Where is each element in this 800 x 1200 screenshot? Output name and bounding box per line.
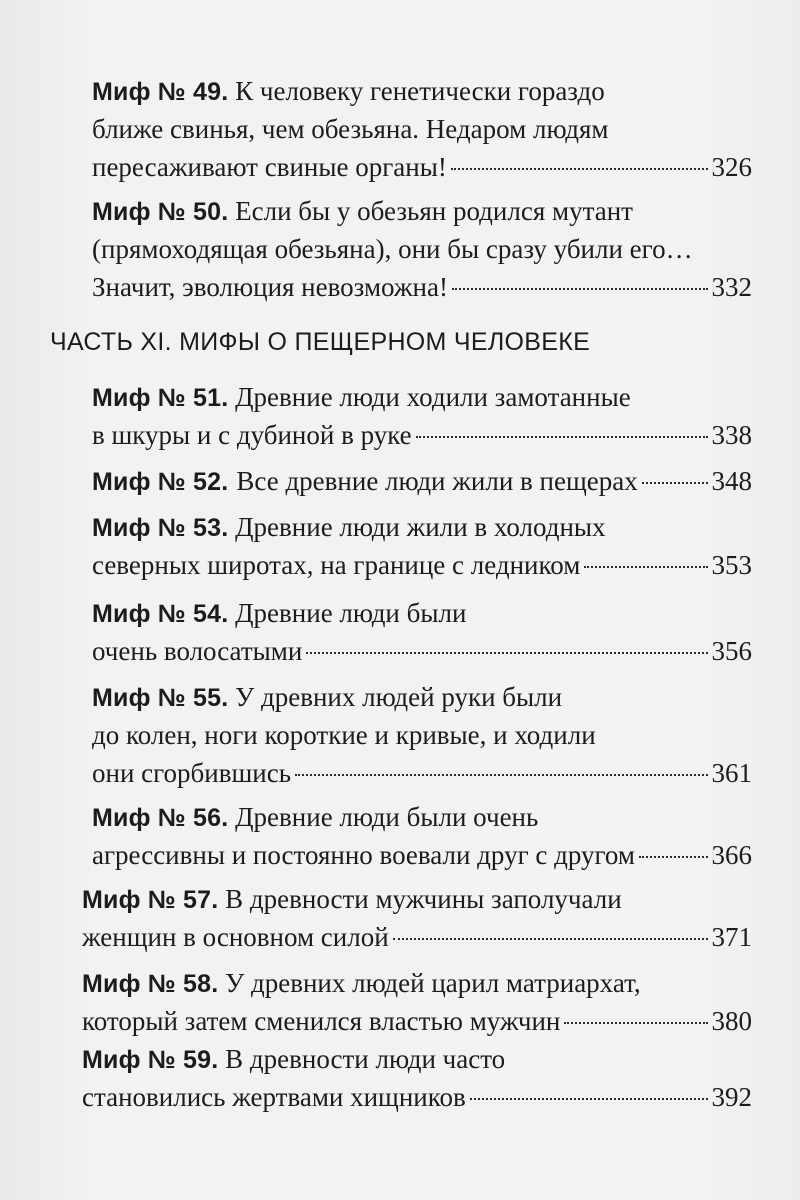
page-number: 371	[711, 922, 752, 952]
myth-number: Миф № 54.	[92, 600, 229, 628]
toc-entry-myth-50[interactable]	[92, 192, 752, 306]
entry-title-line: Древние люди ходили замотанные	[235, 382, 631, 412]
toc-entry-myth-55[interactable]	[92, 678, 752, 792]
toc-entry-myth-54[interactable]	[92, 594, 752, 670]
toc-entry-myth-52[interactable]	[92, 462, 752, 500]
entry-title-line: В древности люди часто	[225, 1044, 506, 1074]
entry-title-line: становились жертвами хищников	[82, 1082, 466, 1112]
page-number: 332	[711, 272, 752, 302]
entry-title-line: Все древние люди жили в пещерах	[236, 466, 638, 496]
entry-title-line: К человеку генетически гораздо	[235, 76, 605, 106]
toc-entry-myth-56[interactable]	[92, 798, 752, 874]
entry-title-line: агрессивны и постоянно воевали друг с другом	[92, 840, 635, 870]
page-number: 348	[711, 466, 752, 496]
page-number: 366	[711, 840, 752, 870]
entry-title-line: Древние люди были	[235, 598, 467, 628]
toc-entry-myth-57[interactable]	[82, 880, 752, 956]
entry-title-line: который затем сменился властью мужчин	[82, 1006, 561, 1036]
entry-title-line: до колен, ноги короткие и кривые, и ходили	[92, 720, 596, 750]
entry-title-line: У древних людей руки были	[235, 682, 563, 712]
entry-title-line: ближе свинья, чем обезьяна. Недаром людям	[92, 114, 609, 144]
myth-number: Миф № 52.	[92, 468, 229, 496]
toc-entry-myth-59[interactable]	[82, 1040, 752, 1116]
page-number: 326	[711, 152, 752, 182]
dot-leader	[452, 287, 708, 290]
dot-leader	[639, 855, 708, 858]
entry-title-line: Значит, эволюция невозможна!	[92, 272, 448, 302]
dot-leader	[564, 1021, 707, 1024]
dot-leader	[393, 937, 708, 940]
myth-number: Миф № 58.	[82, 970, 219, 998]
page-number: 356	[711, 636, 752, 666]
myth-number: Миф № 55.	[92, 684, 229, 712]
toc-entry-myth-58[interactable]	[82, 964, 752, 1040]
dot-leader	[295, 773, 707, 776]
myth-number: Миф № 50.	[92, 198, 229, 226]
entry-title-line: Древние люди жили в холодных	[235, 512, 606, 542]
myth-number: Миф № 51.	[92, 384, 229, 412]
part-heading: ЧАСТЬ XI. МИФЫ О ПЕЩЕРНОМ ЧЕЛОВЕКЕ	[50, 328, 591, 356]
myth-number: Миф № 56.	[92, 804, 229, 832]
entry-title-line: пересаживают свиные органы!	[92, 152, 447, 182]
entry-title-line: очень волосатыми	[92, 636, 303, 666]
toc-entry-myth-53[interactable]	[92, 508, 752, 584]
entry-title-line: женщин в основном силой	[82, 922, 389, 952]
entry-title-line: В древности мужчины заполучали	[225, 884, 622, 914]
dot-leader	[416, 435, 708, 438]
dot-leader	[451, 167, 708, 170]
entry-title-line: они сгорбившись	[92, 758, 292, 788]
entry-title-line: северных широтах, на границе с ледником	[92, 550, 581, 580]
myth-number: Миф № 57.	[82, 886, 219, 914]
toc-entry-myth-49[interactable]	[92, 72, 752, 186]
page-number: 353	[711, 550, 752, 580]
entry-title-line: У древних людей царил матриархат,	[225, 968, 641, 998]
myth-number: Миф № 53.	[92, 514, 229, 542]
dot-leader	[584, 565, 707, 568]
page-number: 392	[711, 1082, 752, 1112]
toc-entry-myth-51[interactable]	[92, 378, 752, 454]
page-number: 380	[711, 1006, 752, 1036]
dot-leader	[306, 651, 707, 654]
entry-title-line: (прямоходящая обезьяна), они бы сразу убили его…	[92, 234, 693, 264]
entry-title-line: Древние люди были очень	[235, 802, 539, 832]
page-number: 361	[711, 758, 752, 788]
myth-number: Миф № 49.	[92, 78, 229, 106]
dot-leader	[470, 1097, 708, 1100]
entry-title-line: в шкуры и с дубиной в руке	[92, 420, 412, 450]
myth-number: Миф № 59.	[82, 1046, 219, 1074]
dot-leader	[642, 481, 708, 484]
page-number: 338	[711, 420, 752, 450]
entry-title-line: Если бы у обезьян родился мутант	[235, 196, 633, 226]
